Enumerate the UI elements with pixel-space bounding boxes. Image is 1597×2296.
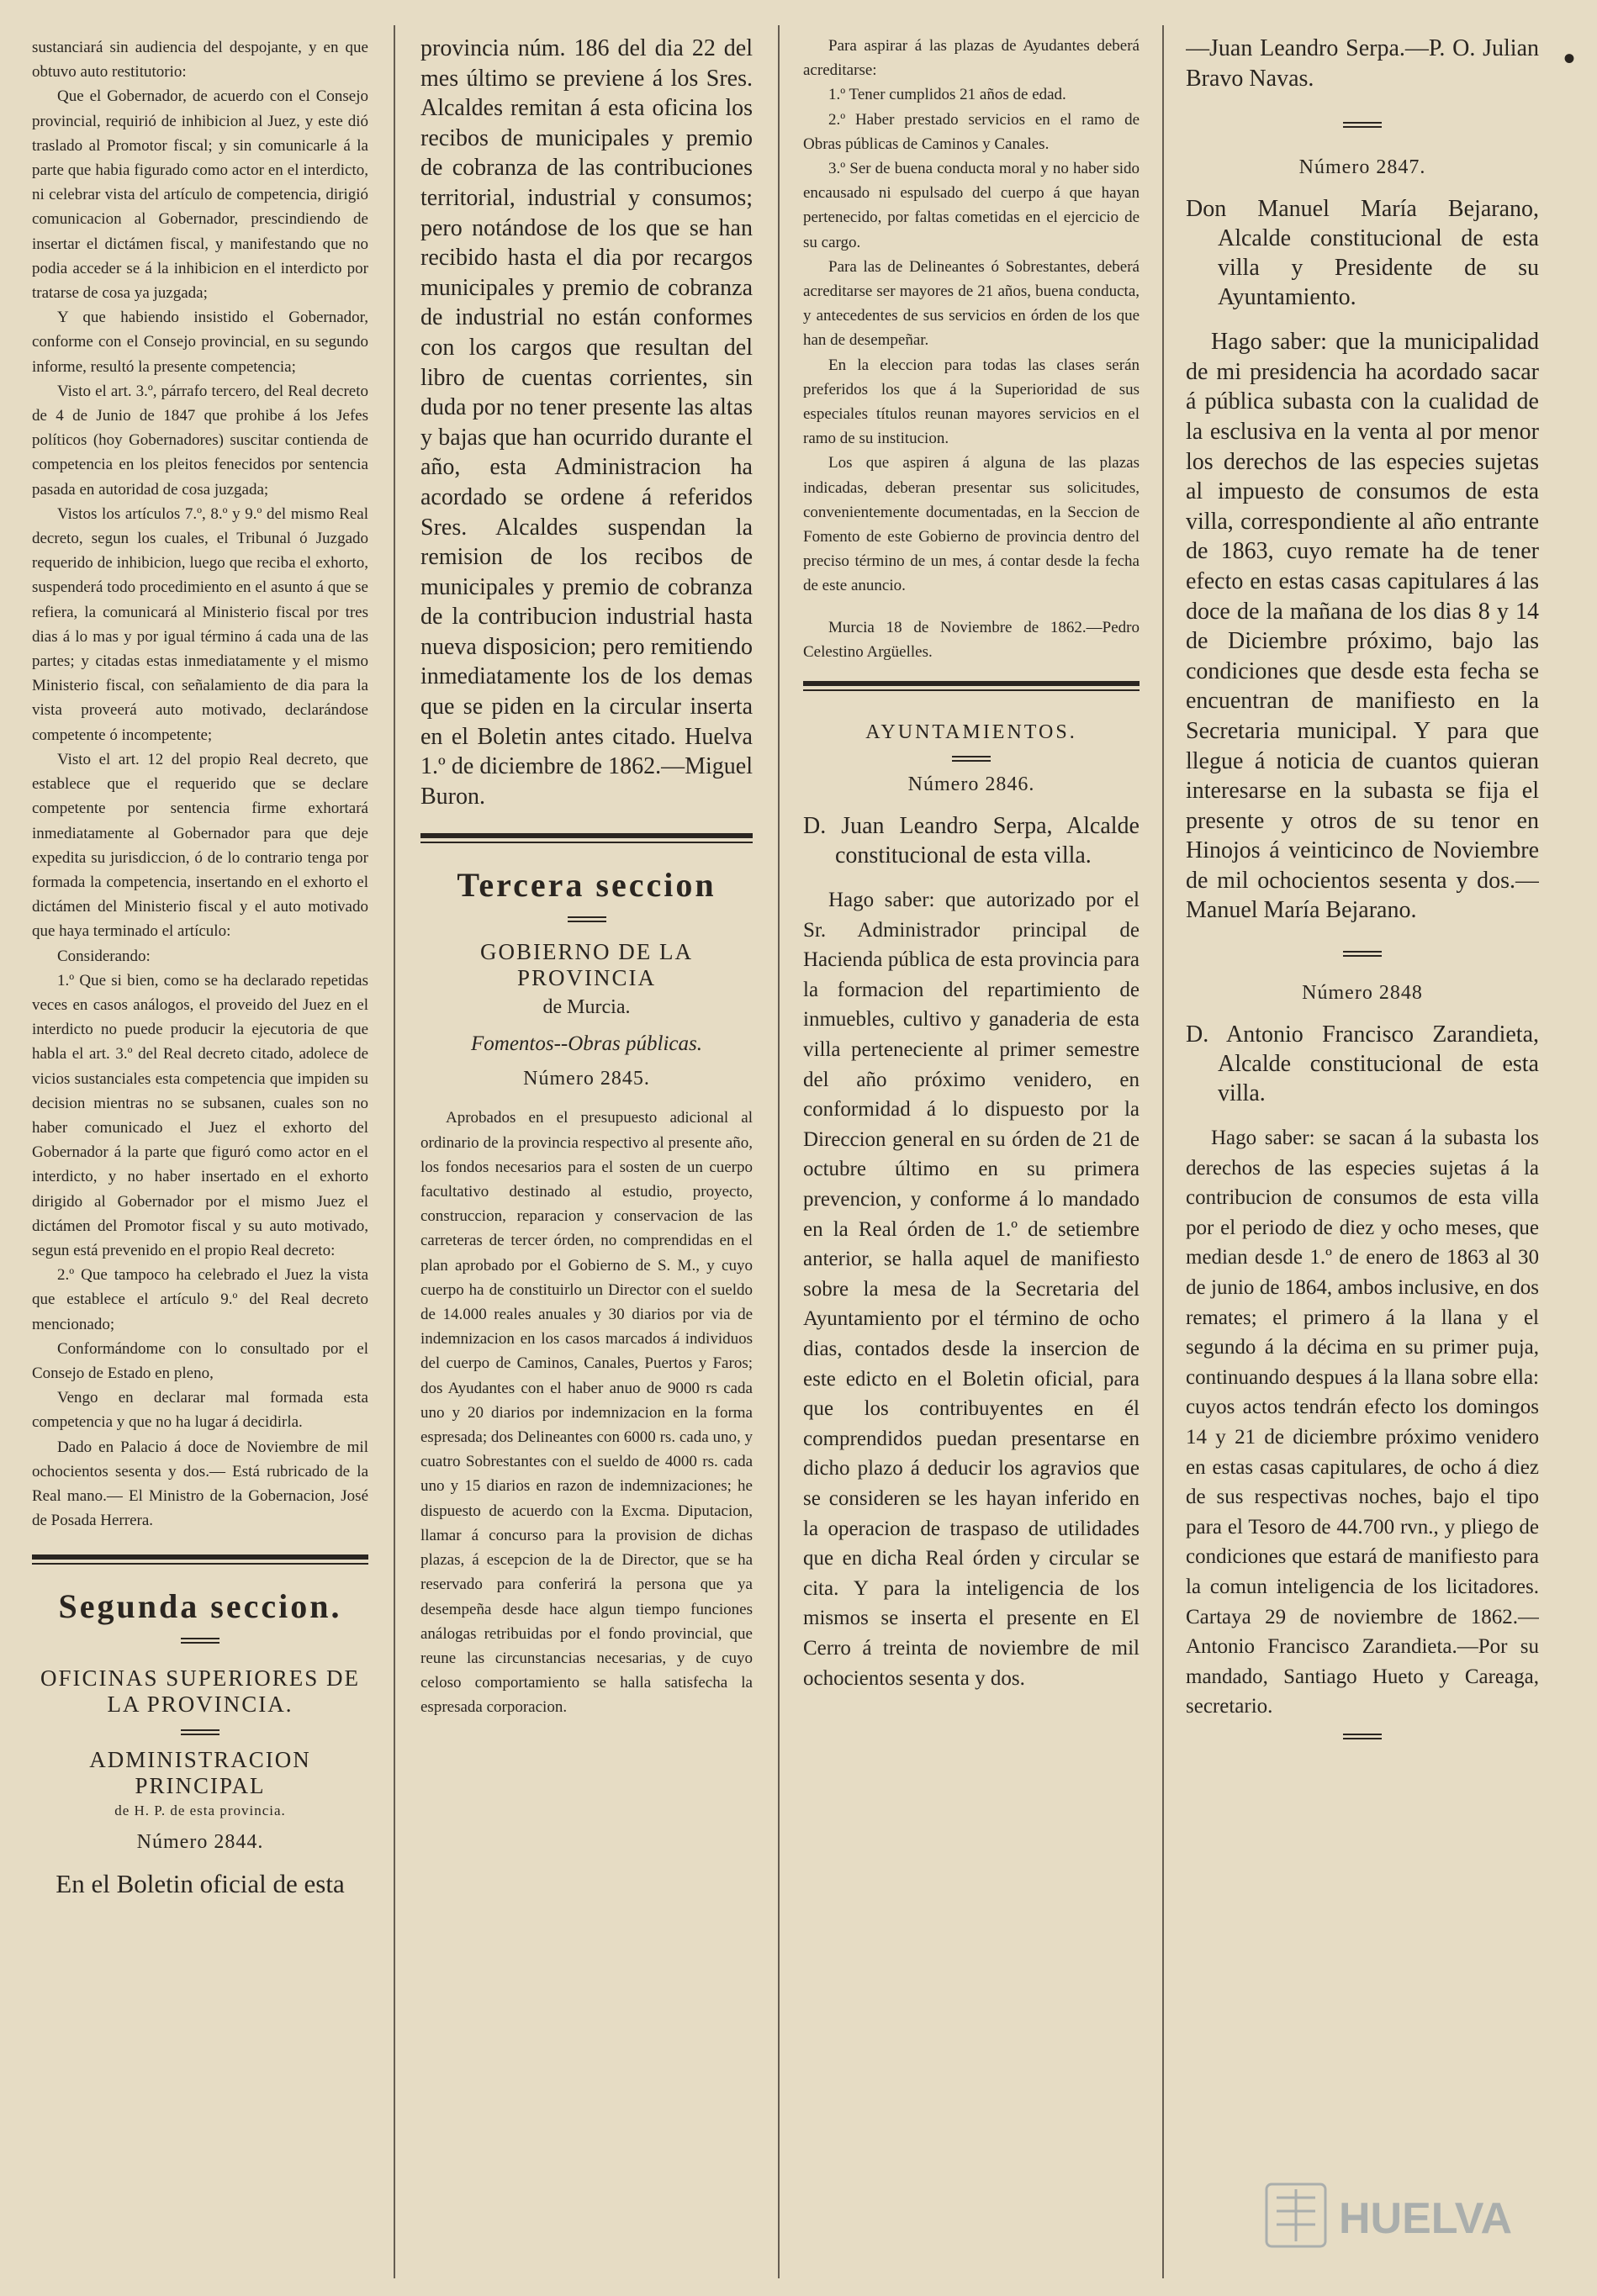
paragraph: Considerando:: [57, 947, 151, 965]
signature: Murcia 18 de Noviembre de 1862.—Pedro Celestino Argüelles.: [803, 618, 1140, 661]
paragraph: Aprobados en el presupuesto adicional al ordinario de la provincia respectivo al presente año, los fondos necesarios para el sosten de un cuerpo facultativo destinado al estudio, proyecto, construccion, reparacion y conservacion de las carreteras de tercer órden, no comprendidas en el plan aprobado por el Gobierno de S. M., y cuyo cuerpo ha de constituirlo un Director con el sueldo de 14.000 reales anuales y 30 diarios por via de indemnizacion en los casos marcados á individuos del cuerpo de Caminos, Canales, Puertos y Faros; dos Ayudantes con el haber anuo de 9000 rs cada uno y 20 diarios por indemnizacion en la forma espresada; dos Delineantes con 6000 rs. cada uno, y cuatro Sobrestantes con el sueldo de 4000 rs. cada uno y 15 diarios en razon de indemnizaciones; he dispuesto de acuerdo con la Excma. Diputacion, llamar á concurso para la provision de dichas plazas, á escepcion de la de Director, que se ha reservado para conferirá la persona que ya desempeña desde hace algun tiempo funciones análogas retribuidas por el fondo provincial, que reune las circunstancias necesarias, y de cuyo celoso comportamiento se halla satisfecha la espresada corporacion.: [420, 1109, 753, 1717]
paragraph: 3.º Ser de buena conducta moral y no haber sido encausado ni espulsado del cuerpo á que hayan pertenecido, por faltas cometidas en el ejercicio de su cargo.: [803, 160, 1140, 251]
paragraph: provincia núm. 186 del dia 22 del mes último se previene á los Sres. Alcaldes remitan á esta oficina los recibos de municipales y premio de cobranza de las contribuciones territorial, industrial y consumos; pero notándose de los que se han recibido hasta el dia por recargos municipales y premio de cobranza de industrial no están conformes con los cargos que resultan del libro de cuentas corrientes, sin duda por no tener presente las altas y bajas que han ocurrido durante el año, esta Administracion ha acordado se ordene á referidos Sres. Alcaldes suspendan la remision de los recibos de municipales y premio de cobranza de la contribucion industrial hasta nueva disposicion; pero remitiendo inmediatamente los de los demas que se piden en la circular inserta en el Boletin antes citado. Huelva 1.º de diciembre de 1862.—Miguel Buron.: [420, 35, 753, 810]
paragraph: Vengo en declarar mal formada esta competencia y que no ha lugar á decidirla.: [32, 1389, 368, 1432]
ornament: [1343, 122, 1382, 128]
column-rule: [778, 25, 780, 2278]
column-rule: [1162, 25, 1164, 2278]
paragraph: Y que habiendo insistido el Gobernador, conforme con el Consejo provincial, en su segundo informe, resultó la presente competencia;: [32, 309, 368, 376]
paragraph: 2.º Haber prestado servicios en el ramo de Obras públicas de Caminos y Canales.: [803, 110, 1140, 153]
paragraph: Hago saber: se sacan á la subasta los derechos de las especies sujetas á la contribucion de consumos de esta villa por el periodo de diez y ocho meses, que median desde 1.º de enero de 1863 al 30 de junio de 1864, ambos inclusive, en dos remates; el primero á la llana y el segundo á la décima en su primer puja, continuando despues á la llana sobre ella: cuyos actos tendrán efecto los domingos 14 y 21 de diciembre próximo venidero en estas casas capitulares, de ocho á diez de sus respectivas noches, bajo el tipo para el Tesoro de 44.700 rvn., y pliego de condiciones que estará de manifiesto para la comun inteligencia de los licitadores. Cartaya 29 de noviembre de 1862.—Antonio Francisco Zarandieta.—Por su mandado, Santiago Hueto y Careaga, secretario.: [1186, 1127, 1539, 1718]
ornament: [952, 756, 991, 762]
column-2: [420, 34, 753, 1720]
section-heading: AYUNTAMIENTOS.: [865, 721, 1077, 744]
paragraph: En el Boletin oficial de esta: [56, 1869, 345, 1899]
notice-heading: D. Antonio Francisco Zarandieta, Alcalde constitucional de esta villa.: [1186, 1021, 1539, 1107]
paragraph: sustanciará sin audiencia del despojante, y en que obtuvo auto restitutorio:: [32, 39, 368, 82]
paragraph: Hago saber: que la municipalidad de mi presidencia ha acordado sacar á pública subasta con la cualidad de la esclusiva en la venta al por menor los derechos de las especies sujetas al impuesto de consumos de esta villa, correspondiente al año entrante de 1863, cuyo remate ha de tener efecto en estas casas capitulares á las doce de la mañana de los dias 8 y 14 de Diciembre próximo, bajo las condiciones que desde esta fecha se encuentran de manifiesto en la Secretaria municipal. Y para que llegue á noticia de cuantos quieran interesarse en la subasta se fija el presente y otros de su tenor en Hinojos á veinticinco de Noviembre de mil ochocientos sesenta y dos.—Manuel María Bejarano.: [1186, 329, 1539, 924]
paragraph: Hago saber: que autorizado por el Sr. Administrador principal de Hacienda pública de esta provincia para la formacion del repartimiento de inmuebles, cultivo y ganaderia de esta villa perteneciente al primer semestre del año próximo venidero, en conformidad á lo dispuesto por la Direccion general en su órden de 21 de octubre último en su primera prevencion, y conforme á lo mandado en la Real órden de 1.º de setiembre anterior, se halla aquel de manifiesto sobre la mesa de la Secretaria del Ayuntamiento por el término de ocho dias, contados desde la insercion de este edicto en el Boletin oficial, para que los contribuyentes en él comprendidos puedan presentarse en dicho plazo á deducir los agravios que se consideren se les hayan inferido en la operacion de traspaso de utilidades que en dicha Real órden y circular se cita. Y para la inteligencia de los mismos se inserta el presente en El Cerro á treinta de noviembre de mil ochocientos sesenta y dos.: [803, 889, 1140, 1690]
office-heading: ADMINISTRACION PRINCIPAL: [89, 1747, 311, 1799]
section-heading: Tercera seccion: [457, 866, 717, 905]
section-heading: Segunda seccion.: [58, 1587, 342, 1626]
ornament: [1343, 951, 1382, 957]
paragraph: En la eleccion para todas las clases serán preferidos los que á la Superioridad de sus especiales títulos reunan mayores servicios en el ramo de su institucion.: [803, 356, 1140, 448]
signature: —Juan Leandro Serpa.—P. O. Julian Bravo Navas.: [1186, 35, 1539, 92]
paragraph: Los que aspiren á alguna de las plazas indicadas, deberan presentar sus solicitudes, convenientemente documentadas, en la Seccion de Fomento de este Gobierno de provincia dentro del preciso término de un mes, á contar desde la fecha de este anuncio.: [803, 454, 1140, 595]
rule: [420, 842, 753, 843]
ornament: [1343, 1734, 1382, 1739]
paragraph: Conformándome con lo consultado por el Consejo de Estado en pleno,: [32, 1339, 368, 1382]
notice-heading: Don Manuel María Bejarano, Alcalde constitucional de esta villa y Presidente de su Ayuntamiento.: [1186, 196, 1539, 311]
paragraph: Para las de Delineantes ó Sobrestantes, deberá acreditarse ser mayores de 21 años, buena conducta, y antecedentes de sus servicios en órden de los que han de desempeñar.: [803, 257, 1140, 350]
paragraph: Para aspirar á las plazas de Ayudantes deberá acreditarse:: [803, 37, 1140, 80]
rule: [32, 1554, 368, 1560]
rule: [803, 681, 1140, 686]
rule: [803, 689, 1140, 691]
notice-number: Número 2847.: [1298, 156, 1426, 179]
office-heading: OFICINAS SUPERIORES DE LA PROVINCIA.: [40, 1665, 361, 1718]
notice-number: Número 2846.: [907, 773, 1035, 796]
department-heading: Fomentos--Obras públicas.: [471, 1032, 702, 1056]
office-subheading: de H. P. de esta provincia.: [114, 1802, 286, 1819]
rule: [32, 1563, 368, 1565]
notice-number: Número 2844.: [136, 1831, 264, 1854]
paragraph: Visto el art. 3.º, párrafo tercero, del Real decreto de 4 de Junio de 1847 que prohibe á los Jefes políticos (hoy Gobernadores) suscitar contienda de competencia en los pleitos fenecidos por sentencia pasada en autoridad de cosa juzgada;: [32, 382, 368, 499]
office-heading: GOBIERNO DE LA PROVINCIA: [480, 939, 693, 991]
paragraph: Vistos los artículos 7.º, 8.º y 9.º del mismo Real decreto, segun los cuales, el Tribunal ó Juzgado requerido de inhibicion, luego que reciba el exhorto, suspenderá todo procedimiento en el asunto á que se refiera, la comunicará al Ministerio fiscal por tres dias á lo mas y por igual término á cada una de las partes; y citadas estas inmediatamente y el mismo Ministerio fiscal, con señalamiento de dia para la vista proveerá auto motivado, declarándose competente ó incompetente;: [32, 504, 368, 744]
huelva-seal-watermark-icon: [1261, 2177, 1539, 2253]
logo-text: HUELVA: [1339, 2194, 1513, 2243]
column-1: [32, 35, 368, 1899]
ornament: [181, 1729, 219, 1735]
paragraph: 1.º Tener cumplidos 21 años de edad.: [828, 86, 1066, 104]
ornament: [181, 1638, 219, 1644]
column-3: [803, 34, 1140, 1693]
paragraph: 1.º Que si bien, como se ha declarado repetidas veces en casos análogos, el proveido del Juez en el interdicto no puede producir la ejecutoria de que habla el art. 3.º del Real decreto citado, adolece de vicios sustanciales esta competencia que impiden su decision mientras no se subsanen, cuales son no haber comunicado el Juez el exhorto del Gobernador á la parte que figuró como actor en el interdicto, y no haber insertado en el exhorto dirigido al Gobernador por el mismo Juez el dictámen del Promotor fiscal y su auto motivado, segun está prevenido en el propio Real decreto:: [32, 971, 368, 1259]
paragraph: Visto el art. 12 del propio Real decreto, que establece que el requerido que se declare competente por sentencia firme exhortará inmediatamente al Gobernador para que deje expedita su jurisdiccion, ó de lo contrario tenga por formada la competencia, insertando en el exhorto el dictámen del Ministerio fiscal y el auto motivado que haya terminado el artículo:: [32, 750, 368, 941]
notice-number: Número 2848: [1302, 982, 1423, 1005]
ornament: [568, 916, 606, 922]
column-4: [1186, 34, 1539, 1751]
paragraph: Que el Gobernador, de acuerdo con el Consejo provincial, requirió de inhibicion al Juez, y este dió traslado al Promotor fiscal; y sin comunicarle á la parte que habia figurado como actor en el interdicto, ni celebrar vista del artículo de competencia, dirigió comunicacion al Gobernador, prescindiendo de insertar el dictámen fiscal, y manifestando que no podia acceder se á la inhibicion en el interdicto por tratarse de cosa ya juzgada;: [32, 87, 368, 303]
rule: [420, 833, 753, 838]
office-subheading: de Murcia.: [542, 996, 631, 1019]
margin-mark: •: [1563, 40, 1575, 77]
paragraph: 2.º Que tampoco ha celebrado el Juez la vista que establece el artículo 9.º del Real decreto mencionado;: [32, 1266, 368, 1333]
column-rule: [394, 25, 395, 2278]
notice-heading: D. Juan Leandro Serpa, Alcalde constitucional de esta villa.: [803, 813, 1140, 869]
notice-number: Número 2845.: [523, 1068, 650, 1090]
paragraph: Dado en Palacio á doce de Noviembre de mil ochocientos sesenta y dos.— Está rubricado de la Real mano.— El Ministro de la Gobernacion, José de Posada Herrera.: [32, 1438, 368, 1530]
